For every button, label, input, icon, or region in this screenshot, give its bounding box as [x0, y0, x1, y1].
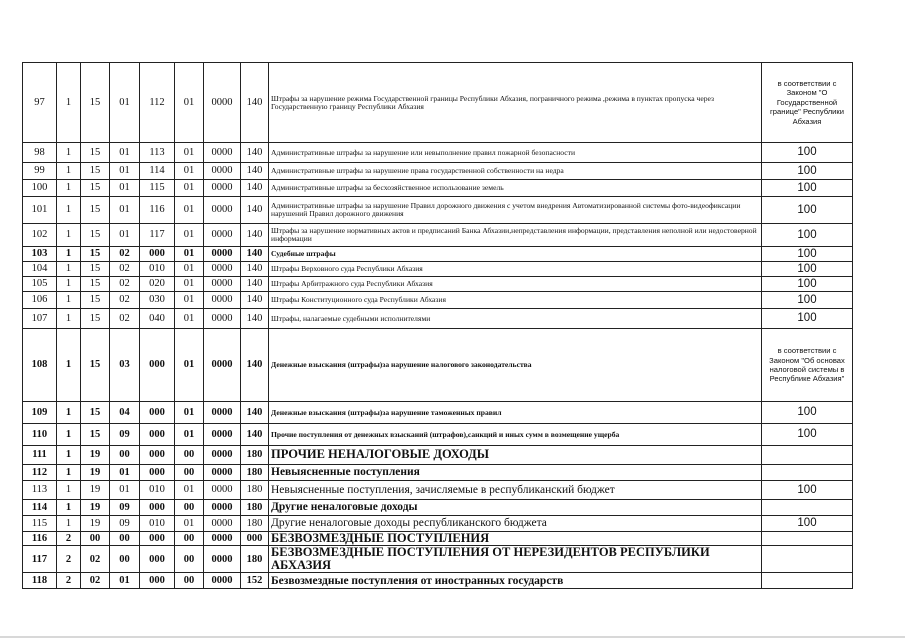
table-row	[23, 500, 853, 516]
code-ecoclass: 152	[241, 573, 269, 589]
code-subarticle: 116	[140, 197, 175, 224]
income-description: Административные штрафы за нарушение права государственной собственности на недра	[269, 163, 762, 180]
code-group: 2	[57, 532, 81, 546]
row-number: 101	[23, 197, 57, 224]
code-group: 1	[57, 277, 81, 292]
code-article: 02	[110, 277, 140, 292]
code-group: 2	[57, 573, 81, 589]
revenue-classification-table	[22, 62, 853, 589]
code-ecoclass: 140	[241, 329, 269, 402]
rate-value	[762, 500, 853, 516]
table-row	[23, 163, 853, 180]
code-program: 0000	[204, 143, 241, 163]
row-number: 103	[23, 247, 57, 262]
code-article: 02	[110, 309, 140, 329]
rate-value: 100	[762, 424, 853, 446]
row-number: 118	[23, 573, 57, 589]
code-subgroup: 15	[81, 143, 110, 163]
code-subgroup: 15	[81, 247, 110, 262]
code-article: 09	[110, 424, 140, 446]
code-article: 01	[110, 163, 140, 180]
code-ecoclass: 140	[241, 424, 269, 446]
code-element: 00	[175, 573, 204, 589]
code-subgroup: 19	[81, 446, 110, 465]
rate-value: в соответствии с Законом "О Государственной границе" Республики Абхазия	[762, 63, 853, 143]
code-ecoclass: 140	[241, 63, 269, 143]
code-subarticle: 000	[140, 546, 175, 573]
code-group: 1	[57, 402, 81, 424]
rate-value: 100	[762, 402, 853, 424]
code-subgroup: 15	[81, 262, 110, 277]
code-program: 0000	[204, 500, 241, 516]
code-subgroup: 15	[81, 424, 110, 446]
code-program: 0000	[204, 224, 241, 247]
code-subgroup: 15	[81, 163, 110, 180]
code-subarticle: 000	[140, 573, 175, 589]
code-ecoclass: 180	[241, 516, 269, 532]
code-subgroup: 15	[81, 292, 110, 309]
income-description: Административные штрафы за бесхозяйственное использование земель	[269, 180, 762, 197]
code-ecoclass: 140	[241, 224, 269, 247]
code-subarticle: 000	[140, 465, 175, 481]
code-subgroup: 15	[81, 329, 110, 402]
code-ecoclass: 140	[241, 309, 269, 329]
rate-value: 100	[762, 277, 853, 292]
income-description: Штрафы Верховного суда Республики Абхазия	[269, 262, 762, 277]
document-page	[22, 62, 853, 589]
row-number: 109	[23, 402, 57, 424]
code-subarticle: 040	[140, 309, 175, 329]
code-article: 09	[110, 516, 140, 532]
code-element: 01	[175, 247, 204, 262]
code-group: 2	[57, 546, 81, 573]
code-element: 01	[175, 402, 204, 424]
code-subarticle: 000	[140, 402, 175, 424]
code-program: 0000	[204, 424, 241, 446]
rate-value: 100	[762, 247, 853, 262]
code-article: 01	[110, 180, 140, 197]
row-number: 110	[23, 424, 57, 446]
code-element: 00	[175, 532, 204, 546]
table-row	[23, 143, 853, 163]
income-description: Штрафы Конституционного суда Республики Абхазия	[269, 292, 762, 309]
income-description: Невыясненные поступления, зачисляемые в республиканский бюджет	[269, 481, 762, 500]
code-group: 1	[57, 292, 81, 309]
code-article: 01	[110, 63, 140, 143]
table-row	[23, 424, 853, 446]
code-group: 1	[57, 180, 81, 197]
code-program: 0000	[204, 247, 241, 262]
rate-value: 100	[762, 516, 853, 532]
code-article: 00	[110, 546, 140, 573]
rate-value	[762, 546, 853, 573]
income-description: Штрафы за нарушение нормативных актов и предписаний Банка Абхазии,непредставления информации, представления неполной или недостоверной информации	[269, 224, 762, 247]
code-subarticle: 000	[140, 500, 175, 516]
code-program: 0000	[204, 180, 241, 197]
table-row	[23, 309, 853, 329]
income-description: Невыясненные поступления	[269, 465, 762, 481]
code-article: 01	[110, 465, 140, 481]
code-ecoclass: 140	[241, 292, 269, 309]
code-group: 1	[57, 63, 81, 143]
code-program: 0000	[204, 546, 241, 573]
code-element: 01	[175, 292, 204, 309]
code-element: 01	[175, 63, 204, 143]
code-element: 01	[175, 309, 204, 329]
income-description: Безвозмездные поступления от иностранных государств	[269, 573, 762, 589]
income-description: Денежные взыскания (штрафы)за нарушение таможенных правил	[269, 402, 762, 424]
code-subgroup: 19	[81, 481, 110, 500]
code-program: 0000	[204, 262, 241, 277]
code-subarticle: 010	[140, 516, 175, 532]
code-subarticle: 010	[140, 262, 175, 277]
income-description: Судебные штрафы	[269, 247, 762, 262]
code-program: 0000	[204, 329, 241, 402]
code-subgroup: 15	[81, 224, 110, 247]
row-number: 105	[23, 277, 57, 292]
code-element: 01	[175, 163, 204, 180]
code-subarticle: 000	[140, 247, 175, 262]
code-element: 00	[175, 500, 204, 516]
code-subarticle: 000	[140, 329, 175, 402]
income-description: Другие неналоговые доходы республиканского бюджета	[269, 516, 762, 532]
code-program: 0000	[204, 163, 241, 180]
code-subarticle: 112	[140, 63, 175, 143]
rate-value: 100	[762, 163, 853, 180]
code-ecoclass: 000	[241, 532, 269, 546]
table-body	[23, 63, 853, 589]
code-element: 01	[175, 143, 204, 163]
table-row	[23, 329, 853, 402]
code-subgroup: 15	[81, 180, 110, 197]
code-group: 1	[57, 224, 81, 247]
code-subgroup: 15	[81, 277, 110, 292]
code-subgroup: 15	[81, 197, 110, 224]
table-row	[23, 546, 853, 573]
rate-value: 100	[762, 481, 853, 500]
income-description: БЕЗВОЗМЕЗДНЫЕ ПОСТУПЛЕНИЯ ОТ НЕРЕЗИДЕНТОВ РЕСПУБЛИКИ АБХАЗИЯ	[269, 546, 762, 573]
code-program: 0000	[204, 481, 241, 500]
code-ecoclass: 140	[241, 247, 269, 262]
row-number: 108	[23, 329, 57, 402]
code-group: 1	[57, 516, 81, 532]
code-subarticle: 114	[140, 163, 175, 180]
code-subarticle: 117	[140, 224, 175, 247]
code-program: 0000	[204, 63, 241, 143]
rate-value	[762, 532, 853, 546]
code-group: 1	[57, 309, 81, 329]
code-ecoclass: 140	[241, 180, 269, 197]
rate-value: 100	[762, 143, 853, 163]
code-program: 0000	[204, 446, 241, 465]
rate-value: 100	[762, 197, 853, 224]
rate-value	[762, 465, 853, 481]
code-ecoclass: 180	[241, 446, 269, 465]
row-number: 116	[23, 532, 57, 546]
code-ecoclass: 140	[241, 197, 269, 224]
code-article: 00	[110, 532, 140, 546]
rate-value: 100	[762, 180, 853, 197]
table-row	[23, 224, 853, 247]
table-row	[23, 197, 853, 224]
code-element: 01	[175, 424, 204, 446]
code-group: 1	[57, 247, 81, 262]
income-description: Штрафы Арбитражного суда Республики Абхазия	[269, 277, 762, 292]
code-element: 01	[175, 481, 204, 500]
code-ecoclass: 140	[241, 277, 269, 292]
code-group: 1	[57, 424, 81, 446]
code-article: 00	[110, 446, 140, 465]
row-number: 102	[23, 224, 57, 247]
row-number: 100	[23, 180, 57, 197]
code-program: 0000	[204, 573, 241, 589]
table-row	[23, 402, 853, 424]
code-element: 00	[175, 546, 204, 573]
row-number: 117	[23, 546, 57, 573]
code-article: 01	[110, 224, 140, 247]
rate-value	[762, 573, 853, 589]
rate-value: 100	[762, 292, 853, 309]
table-row	[23, 532, 853, 546]
rate-value: 100	[762, 262, 853, 277]
row-number: 111	[23, 446, 57, 465]
code-article: 01	[110, 573, 140, 589]
code-element: 01	[175, 197, 204, 224]
rate-value: 100	[762, 224, 853, 247]
code-article: 02	[110, 292, 140, 309]
code-group: 1	[57, 465, 81, 481]
code-subarticle: 030	[140, 292, 175, 309]
row-number: 115	[23, 516, 57, 532]
code-program: 0000	[204, 277, 241, 292]
income-description: Административные штрафы за нарушение Правил дорожного движения с учетом внедрения Автоматизированной системы фото-видеофиксации нарушений Правил дорожного движения	[269, 197, 762, 224]
income-description: БЕЗВОЗМЕЗДНЫЕ ПОСТУПЛЕНИЯ	[269, 532, 762, 546]
code-element: 01	[175, 224, 204, 247]
code-element: 01	[175, 262, 204, 277]
code-ecoclass: 180	[241, 481, 269, 500]
code-subgroup: 15	[81, 63, 110, 143]
code-ecoclass: 140	[241, 262, 269, 277]
code-subarticle: 000	[140, 446, 175, 465]
code-group: 1	[57, 329, 81, 402]
code-ecoclass: 180	[241, 546, 269, 573]
code-subarticle: 115	[140, 180, 175, 197]
row-number: 104	[23, 262, 57, 277]
code-subgroup: 00	[81, 532, 110, 546]
row-number: 113	[23, 481, 57, 500]
code-program: 0000	[204, 516, 241, 532]
code-article: 02	[110, 262, 140, 277]
code-group: 1	[57, 262, 81, 277]
table-row	[23, 247, 853, 262]
code-group: 1	[57, 500, 81, 516]
code-group: 1	[57, 197, 81, 224]
code-program: 0000	[204, 197, 241, 224]
code-subarticle: 000	[140, 532, 175, 546]
row-number: 114	[23, 500, 57, 516]
income-description: Штрафы за нарушение режима Государственной границы Республики Абхазия, пограничного режима ,режима в пунктах пропуска через Государственную границу Республики Абхазия	[269, 63, 762, 143]
code-ecoclass: 180	[241, 465, 269, 481]
code-subgroup: 19	[81, 500, 110, 516]
code-program: 0000	[204, 309, 241, 329]
code-article: 03	[110, 329, 140, 402]
code-article: 01	[110, 481, 140, 500]
table-row	[23, 516, 853, 532]
income-description: Прочие поступления от денежных взысканий (штрафов),санкций и иных сумм в возмещение ущерба	[269, 424, 762, 446]
table-row	[23, 292, 853, 309]
row-number: 99	[23, 163, 57, 180]
table-row	[23, 465, 853, 481]
table-row	[23, 573, 853, 589]
table-row	[23, 481, 853, 500]
code-element: 01	[175, 516, 204, 532]
row-number: 107	[23, 309, 57, 329]
code-ecoclass: 180	[241, 500, 269, 516]
code-article: 04	[110, 402, 140, 424]
code-subarticle: 020	[140, 277, 175, 292]
code-subgroup: 19	[81, 465, 110, 481]
rate-value	[762, 446, 853, 465]
code-program: 0000	[204, 532, 241, 546]
code-element: 00	[175, 465, 204, 481]
rate-value: 100	[762, 309, 853, 329]
code-subarticle: 010	[140, 481, 175, 500]
code-article: 01	[110, 143, 140, 163]
code-program: 0000	[204, 292, 241, 309]
income-description: Штрафы, налагаемые судебными исполнителями	[269, 309, 762, 329]
code-element: 01	[175, 277, 204, 292]
income-description: Административные штрафы за нарушение или невыполнение правил пожарной безопасности	[269, 143, 762, 163]
table-row	[23, 446, 853, 465]
code-subgroup: 15	[81, 402, 110, 424]
code-program: 0000	[204, 402, 241, 424]
code-element: 00	[175, 446, 204, 465]
table-row	[23, 63, 853, 143]
row-number: 106	[23, 292, 57, 309]
page-edge-divider	[0, 636, 905, 638]
code-subarticle: 000	[140, 424, 175, 446]
code-element: 01	[175, 329, 204, 402]
code-subgroup: 02	[81, 546, 110, 573]
code-subgroup: 02	[81, 573, 110, 589]
table-row	[23, 277, 853, 292]
code-ecoclass: 140	[241, 402, 269, 424]
code-article: 02	[110, 247, 140, 262]
income-description: Денежные взыскания (штрафы)за нарушение налогового законодательства	[269, 329, 762, 402]
table-row	[23, 262, 853, 277]
row-number: 97	[23, 63, 57, 143]
code-element: 01	[175, 180, 204, 197]
code-program: 0000	[204, 465, 241, 481]
row-number: 98	[23, 143, 57, 163]
code-subgroup: 19	[81, 516, 110, 532]
code-subarticle: 113	[140, 143, 175, 163]
code-group: 1	[57, 163, 81, 180]
income-description: Другие неналоговые доходы	[269, 500, 762, 516]
code-group: 1	[57, 481, 81, 500]
code-article: 01	[110, 197, 140, 224]
code-group: 1	[57, 446, 81, 465]
code-ecoclass: 140	[241, 163, 269, 180]
table-row	[23, 180, 853, 197]
rate-value: в соответствии с Законом "Об основах налоговой системы в Республике Абхазия"	[762, 329, 853, 402]
code-group: 1	[57, 143, 81, 163]
code-article: 09	[110, 500, 140, 516]
code-subgroup: 15	[81, 309, 110, 329]
code-ecoclass: 140	[241, 143, 269, 163]
income-description: ПРОЧИЕ НЕНАЛОГОВЫЕ ДОХОДЫ	[269, 446, 762, 465]
row-number: 112	[23, 465, 57, 481]
